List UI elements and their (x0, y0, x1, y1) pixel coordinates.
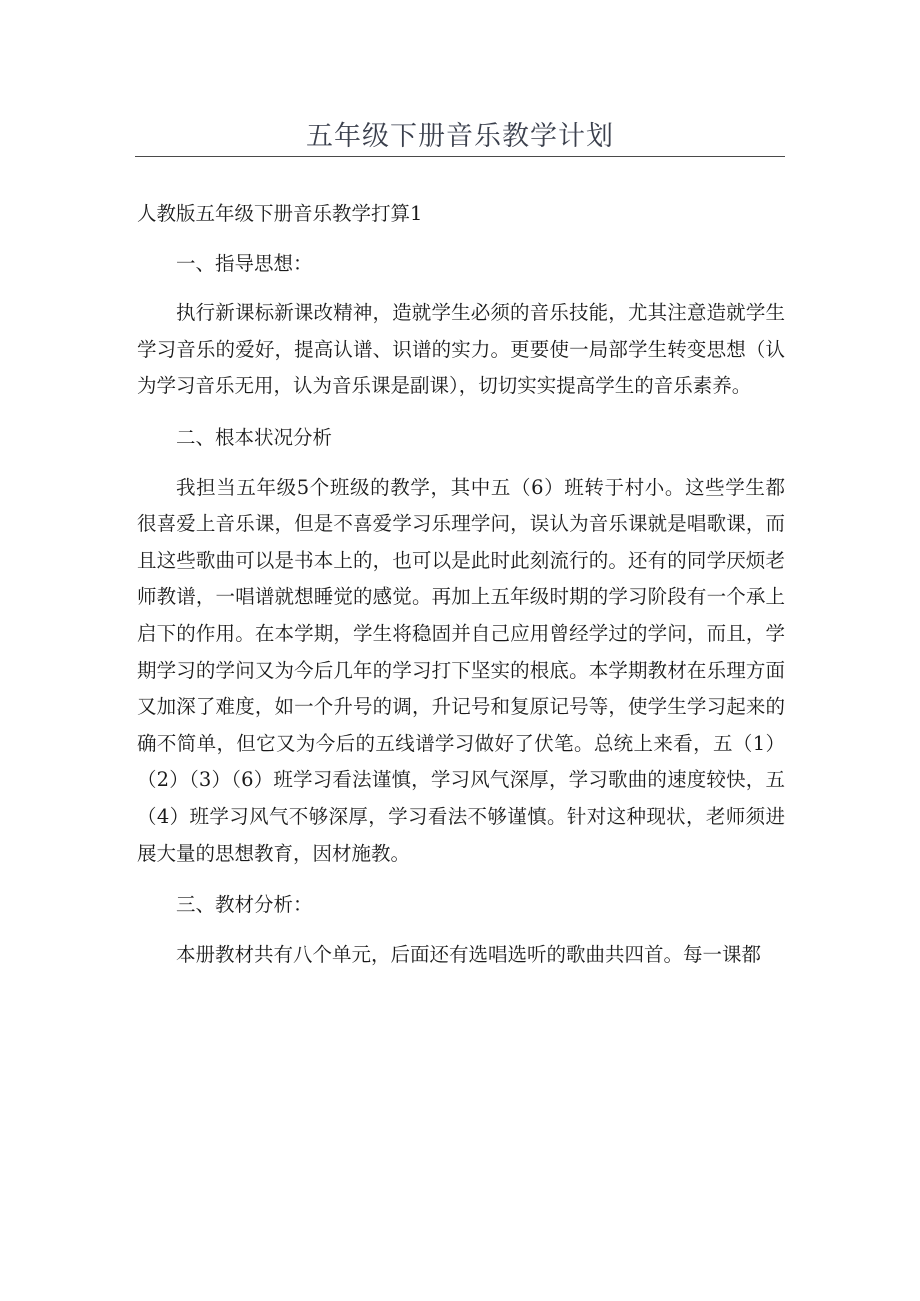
paragraph-situation-analysis: 我担当五年级5个班级的教学，其中五（6）班转于村小。这些学生都很喜爱上音乐课，但是不喜爱学习乐理学问，误认为音乐课就是唱歌课，而且这些歌曲可以是书本上的，也可以是此时此刻流行的。还有的同学厌烦老师教谱，一唱谱就想睡觉的感觉。再加上五年级时期的学习阶段有一个承上启下的作用。在本学期，学生将稳固并自己应用曾经学过的学问，而且，学期学习的学问又为今后几年的学习打下坚实的根底。本学期教材在乐理方面又加深了难度，如一个升号的调，升记号和复原记号等，使学生学习起来的确不简单，但它又为今后的五线谱学习做好了伏笔。总统上来看，五（1）（2）（3）（6）班学习看法谨慎，学习风气深厚，学习歌曲的速度较快，五（4）班学习风气不够深厚，学习看法不够谨慎。针对这种现状，老师须进展大量的思想教育，因材施教。 (137, 475, 785, 865)
section-heading-guiding-ideology: 一、指导思想： (176, 251, 313, 275)
document-body (137, 196, 785, 973)
section-heading-textbook-analysis: 三、教材分析： (176, 893, 313, 917)
title-underline (135, 156, 785, 157)
paragraph-guiding-ideology: 执行新课标新课改精神，造就学生必须的音乐技能，尤其注意造就学生学习音乐的爱好，提高认谱、识谱的实力。更要使一局部学生转变思想（认为学习音乐无用，认为音乐课是副课），切切实实提高学生的音乐素养。 (137, 301, 785, 398)
document-subtitle: 人教版五年级下册音乐教学打算1 (137, 202, 423, 225)
section-heading-situation-analysis: 二、根本状况分析 (176, 425, 333, 449)
paragraph-textbook-analysis: 本册教材共有八个单元，后面还有选唱选听的歌曲共四首。每一课都 (176, 942, 762, 966)
document-title: 五年级下册音乐教学计划 (306, 121, 614, 152)
